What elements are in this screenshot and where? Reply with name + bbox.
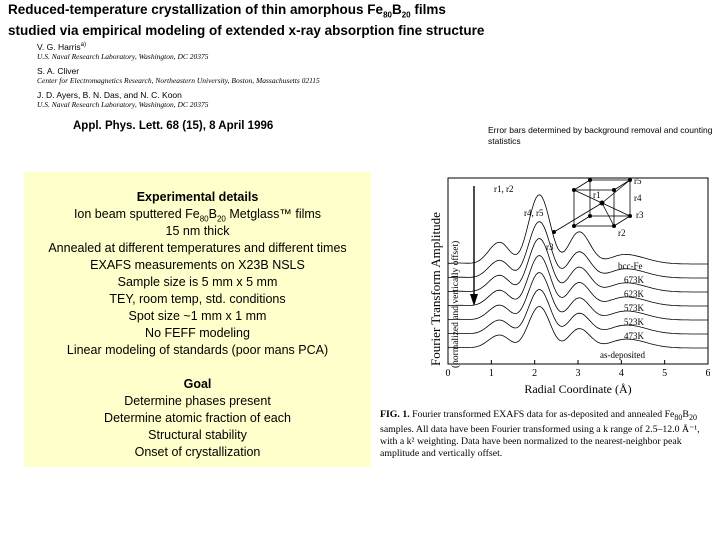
goal-line: Determine atomic fraction of each bbox=[104, 411, 291, 425]
details-line: Annealed at different temperatures and different times bbox=[48, 241, 347, 255]
shell-label-r4r5: r4, r5 bbox=[524, 208, 544, 218]
experimental-details-box bbox=[24, 172, 371, 467]
title-line1: Reduced-temperature crystallization of thin amorphous Fe bbox=[8, 2, 384, 17]
curve-3 bbox=[448, 239, 708, 292]
title-sub-1: 80 bbox=[383, 10, 392, 20]
x-ticks bbox=[446, 360, 711, 379]
y-axis-label: Fourier Transform Amplitude bbox=[428, 212, 443, 366]
goal-line: Onset of crystallization bbox=[134, 445, 261, 459]
exafs-plot bbox=[378, 176, 710, 406]
author-affiliation: U.S. Naval Research Laboratory, Washington, DC 20375 bbox=[37, 51, 209, 61]
svg-text:r1: r1 bbox=[593, 190, 601, 200]
author-name: V. G. Harris bbox=[37, 41, 81, 52]
x-tick-label: 0 bbox=[445, 368, 451, 379]
svg-text:r5: r5 bbox=[634, 176, 642, 186]
curve-6 bbox=[448, 290, 708, 335]
author-block bbox=[37, 40, 397, 61]
bcc-lattice-inset bbox=[554, 180, 630, 232]
x-axis-label: Radial Coordinate (Å) bbox=[524, 382, 632, 396]
figure-caption: FIG. 1. Fourier transformed EXAFS data for as-deposited and annealed $Fe_{80}B_{20}$ samples. All data have been Fourier transformed using a k range of 2.5–12.0 Å⁻¹, with a k² weighting. Data have been normalized to the nearest-neighbor peak amplitude and vertically offset. bbox=[380, 409, 700, 459]
curve-2 bbox=[448, 222, 708, 278]
y-axis-sublabel: (normalized and vertically offset) bbox=[451, 240, 461, 368]
curve-label-bcc: bcc-Fe bbox=[618, 261, 643, 271]
x-tick-label: 6 bbox=[705, 368, 710, 379]
details-heading: Experimental details bbox=[136, 190, 259, 204]
x-tick-label: 1 bbox=[488, 368, 494, 379]
paper-title bbox=[8, 2, 508, 38]
details-line: Sample size is 5 mm x 5 mm bbox=[117, 275, 278, 289]
curve-label-as-deposited: as-deposited bbox=[600, 350, 645, 360]
curve-label-573k: 573K bbox=[624, 303, 644, 313]
lattice-labels bbox=[593, 176, 644, 238]
svg-text:r3: r3 bbox=[636, 210, 644, 220]
author-superscript: a) bbox=[80, 42, 86, 48]
x-tick-label: 2 bbox=[532, 368, 538, 379]
title-sub-2: 20 bbox=[401, 10, 411, 20]
author-affiliation: Center for Electromagnetics Research, Northeastern University, Boston, Massachusetts 02115 bbox=[37, 75, 320, 85]
details-line: Spot size ~1 mm x 1 mm bbox=[128, 309, 267, 323]
details-line: TEY, room temp, std. conditions bbox=[109, 292, 286, 306]
curve-label-623k: 623K bbox=[624, 289, 644, 299]
shell-label-r1r2: r1, r2 bbox=[494, 184, 514, 194]
details-line: No FEFF modeling bbox=[145, 326, 250, 340]
title-mid: B bbox=[391, 2, 402, 17]
curve-labels bbox=[600, 261, 645, 360]
svg-text:r2: r2 bbox=[618, 228, 626, 238]
details-line: EXAFS measurements on X23B NSLS bbox=[90, 258, 305, 272]
svg-text:r4: r4 bbox=[634, 193, 642, 203]
shell-labels bbox=[494, 184, 554, 252]
details-line-sample: Ion beam sputtered $Fe_{80}B_{20}$ Metglass™ films bbox=[73, 207, 322, 224]
author-list bbox=[37, 40, 397, 114]
goal-line: Structural stability bbox=[148, 428, 247, 442]
shell-label-r3: r3 bbox=[546, 242, 554, 252]
x-tick-label: 4 bbox=[618, 368, 624, 379]
author-block bbox=[37, 66, 397, 85]
curve-5 bbox=[448, 273, 708, 320]
x-tick-label: 3 bbox=[575, 368, 581, 379]
goal-line: Determine phases present bbox=[124, 394, 271, 408]
author-name: S. A. Cliver bbox=[37, 65, 80, 76]
journal-citation: Appl. Phys. Lett. 68 (15), 8 April 1996 bbox=[73, 120, 274, 132]
goal-heading: Goal bbox=[183, 377, 212, 391]
author-block bbox=[37, 90, 397, 109]
details-line: 15 nm thick bbox=[165, 224, 230, 238]
details-line: Linear modeling of standards (poor mans PCA) bbox=[66, 343, 329, 357]
x-tick-label: 5 bbox=[662, 368, 668, 379]
curve-label-523k: 523K bbox=[624, 317, 644, 327]
author-name: J. D. Ayers, B. N. Das, and N. C. Koon bbox=[37, 89, 182, 100]
author-affiliation: U.S. Naval Research Laboratory, Washington, DC 20375 bbox=[37, 99, 209, 109]
curve-label-673k: 673K bbox=[624, 275, 644, 285]
title-line1-end: films bbox=[410, 2, 446, 17]
curve-label-473k: 473K bbox=[624, 331, 644, 341]
exafs-figure bbox=[378, 176, 710, 396]
plot-frame bbox=[448, 178, 708, 364]
title-line2: studied via empirical modeling of extended x-ray absorption fine structure bbox=[8, 22, 485, 38]
error-bar-note: Error bars determined by background removal and counting statistics bbox=[488, 125, 713, 146]
curve-1 bbox=[448, 195, 708, 264]
